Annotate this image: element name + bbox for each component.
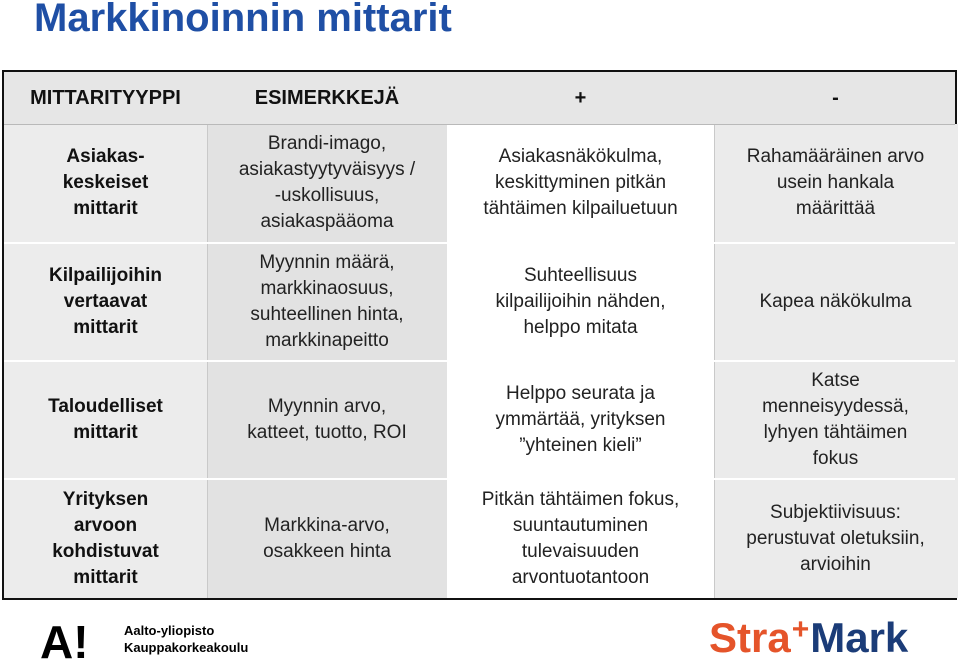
aalto-logo-mark: A! [40,616,89,668]
stramark-plus-icon: + [791,613,810,646]
cell-plus: Suhteellisuus kilpailijoihin nähden, helppo mitata [495,265,666,338]
stramark-logo-part1: Stra [709,614,791,661]
cell-type: Yrityksen arvoon kohdistuvat mittarit [52,489,159,588]
table-row [4,124,955,242]
stramark-logo [709,611,908,665]
cell-type: Taloudelliset mittarit [48,396,163,443]
header-examples: ESIMERKKEJÄ [254,86,400,109]
cell-plus: Asiakasnäkökulma, keskittyminen pitkän tähtäimen kilpailuetuun [483,146,678,219]
stramark-logo-part2: Mark [810,614,909,661]
metrics-table [2,70,957,600]
page-title: Markkinoinnin mittarit [34,0,452,40]
cell-plus: Pitkän tähtäimen fokus, suuntautuminen tulevaisuuden arvontuotantoon [481,489,680,588]
table-header-row [4,72,955,125]
table-row [4,244,955,360]
cell-minus: Katse menneisyydessä, lyhyen tähtäimen fokus [762,370,909,469]
cell-examples: Myynnin määrä, markkinaosuus, suhteellinen hinta, markkinapeitto [250,252,404,351]
cell-type: Kilpailijoihin vertaavat mittarit [49,265,162,338]
aalto-logo-line1: Aalto-yliopisto [124,623,215,638]
header-type: MITTARITYYPPI [30,86,181,109]
aalto-logo-text [124,622,248,656]
cell-examples: Brandi-imago, asiakastyytyväisyys / -uskollisuus, asiakaspääoma [238,133,416,232]
header-minus: - [832,86,839,109]
cell-examples: Markkina-arvo, osakkeen hinta [263,515,391,562]
aalto-logo-line2: Kauppakorkeakoulu [124,640,249,655]
cell-minus: Rahamääräinen arvo usein hankala määrittää [746,146,925,219]
table-row [4,362,955,478]
header-plus: + [574,86,587,109]
cell-minus: Kapea näkökulma [759,291,912,312]
cell-type: Asiakas- keskeiset mittarit [62,146,149,219]
cell-minus: Subjektiivisuus: perustuvat oletuksiin, arvioihin [746,502,925,575]
cell-examples: Myynnin arvo, katteet, tuotto, ROI [247,396,407,443]
cell-plus: Helppo seurata ja ymmärtää, yrityksen ”yhteinen kieli” [495,383,666,456]
table-row [4,480,955,598]
